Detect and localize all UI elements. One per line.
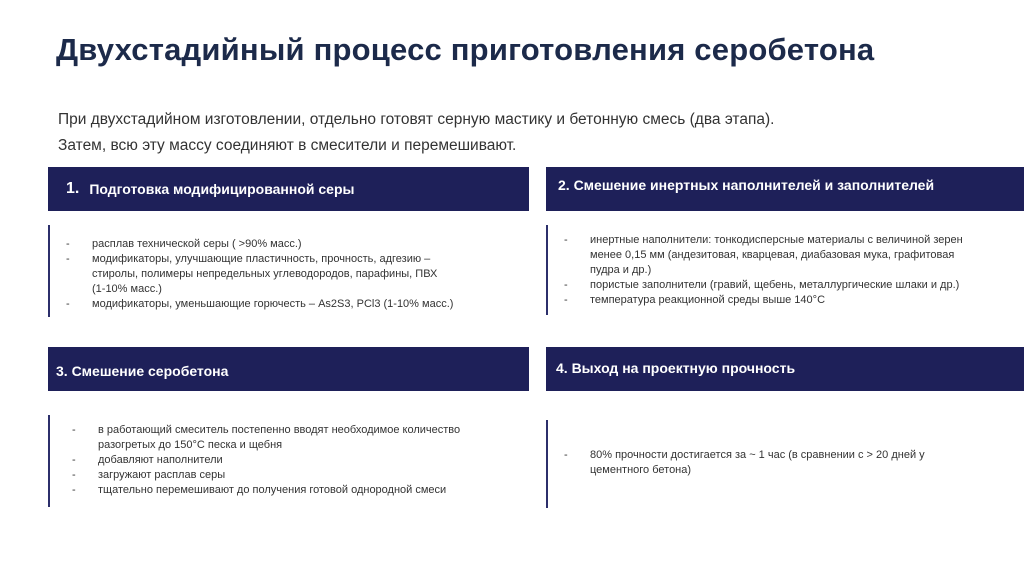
bullet-text: расплав технической серы ( >90% масс.) xyxy=(92,238,302,250)
stage-1-number: 1. xyxy=(66,180,80,197)
bullet-text: модификаторы, улучшающие пластичность, прочность, адгезию – xyxy=(92,253,431,265)
bullet-item xyxy=(62,252,528,297)
stage-3-body xyxy=(48,415,528,507)
bullet-text: разогретых до 150°С песка и щебня xyxy=(98,439,283,451)
stage-3-list xyxy=(68,423,528,498)
bullet-marker: - xyxy=(66,238,70,250)
stage-2-header xyxy=(546,167,1024,211)
bullet-marker: - xyxy=(72,454,76,466)
bullet-item xyxy=(560,278,1024,293)
intro-text xyxy=(58,107,998,159)
bullet-marker: - xyxy=(564,234,568,246)
bullet-text: менее 0,15 мм (андезитовая, кварцевая, диабазовая мука, графитовая xyxy=(590,249,955,261)
bullet-item xyxy=(68,423,528,453)
bullet-marker: - xyxy=(72,424,76,436)
bullet-item xyxy=(560,293,1024,308)
bullet-text: стиролы, полимеры непредельных углеводородов, парафины, ПВХ xyxy=(92,268,438,280)
bullet-marker: - xyxy=(66,298,70,310)
stage-4-list xyxy=(560,448,1024,478)
stage-3-header xyxy=(48,347,529,391)
bullet-marker: - xyxy=(564,449,568,461)
bullet-text: модификаторы, уменьшающие горючесть – As2S3, PCl3 (1-10% масс.) xyxy=(92,298,454,310)
stage-1-header xyxy=(48,167,529,211)
bullet-text: (1-10% масс.) xyxy=(92,283,162,295)
bullet-item xyxy=(62,237,528,252)
bullet-text: инертные наполнители: тонкодисперсные материалы с величиной зерен xyxy=(590,234,963,246)
bullet-marker: - xyxy=(564,294,568,306)
bullet-marker: - xyxy=(564,279,568,291)
stage-4-body xyxy=(546,420,1024,508)
bullet-item xyxy=(62,297,528,312)
bullet-item xyxy=(560,448,1024,478)
stage-2-body xyxy=(546,225,1024,315)
bullet-text: тщательно перемешивают до получения готовой однородной смеси xyxy=(98,484,447,496)
bullet-item xyxy=(68,468,528,483)
bullet-text: добавляют наполнители xyxy=(98,454,223,466)
stage-4-header xyxy=(546,347,1024,391)
intro-line-1: При двухстадийном изготовлении, отдельно готовят серную мастику и бетонную смесь (два этапа). xyxy=(58,111,775,128)
stage-1-list xyxy=(62,237,528,312)
stage-2-title: 2. Смешение инертных наполнителей и заполнителей xyxy=(558,177,935,193)
bullet-text: загружают расплав серы xyxy=(98,469,226,481)
bullet-text: в работающий смеситель постепенно вводят необходимое количество xyxy=(98,424,461,436)
bullet-text: температура реакционной среды выше 140°С xyxy=(590,294,826,306)
bullet-text: пудра и др.) xyxy=(590,264,652,276)
intro-line-2: Затем, всю эту массу соединяют в смесители и перемешивают. xyxy=(58,137,517,154)
stage-1-title: Подготовка модифицированной серы xyxy=(89,181,355,197)
bullet-text: пористые заполнители (гравий, щебень, металлургические шлаки и др.) xyxy=(590,279,960,291)
bullet-marker: - xyxy=(72,484,76,496)
bullet-marker: - xyxy=(66,253,70,265)
bullet-item xyxy=(68,483,528,498)
stage-3-title: 3. Смешение серобетона xyxy=(56,363,229,379)
slide-title: Двухстадийный процесс приготовления серобетона xyxy=(56,32,875,67)
stage-4-title: 4. Выход на проектную прочность xyxy=(556,360,796,376)
bullet-marker: - xyxy=(72,469,76,481)
stage-1-body xyxy=(48,225,528,317)
bullet-text: 80% прочности достигается за ~ 1 час (в сравнении с > 20 дней у xyxy=(590,449,925,461)
bullet-text: цементного бетона) xyxy=(590,464,692,476)
bullet-item xyxy=(68,453,528,468)
bullet-item xyxy=(560,233,1024,278)
stage-2-list xyxy=(560,233,1024,308)
